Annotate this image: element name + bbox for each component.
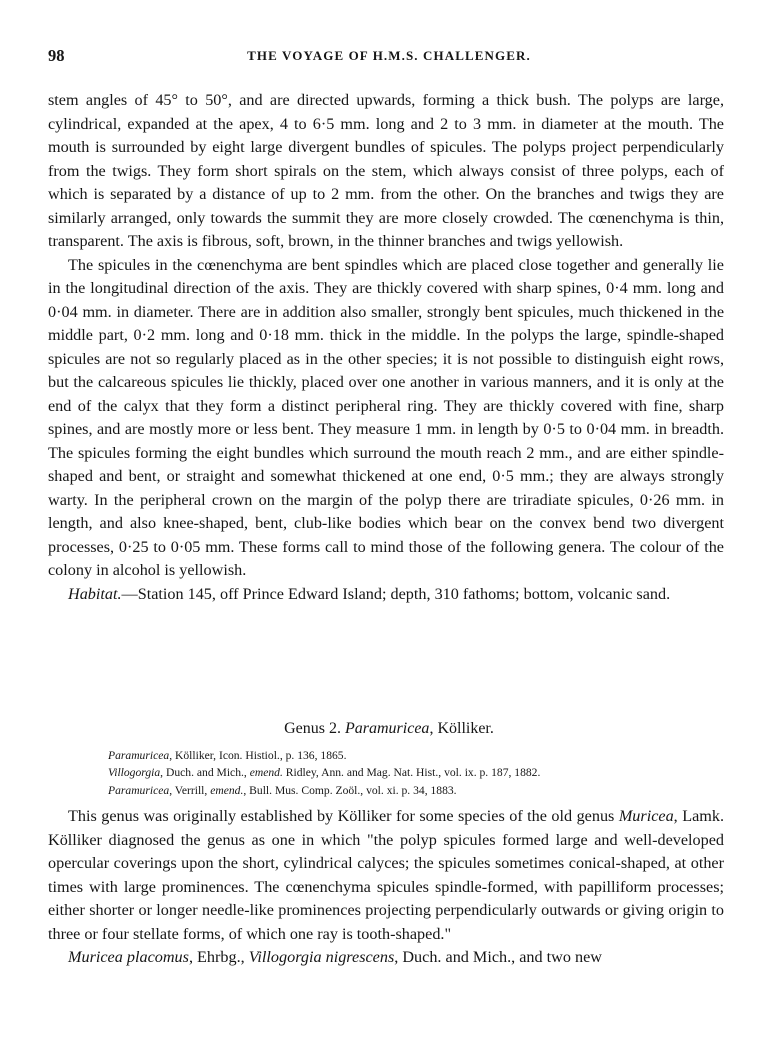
reference-text: , Duch. and Mich., [160,766,250,780]
running-title: THE VOYAGE OF H.M.S. CHALLENGER. [247,48,531,63]
body-text-top [48,89,724,606]
paragraph-spicules: The spicules in the cœnenchyma are bent spindles which are placed close together and generally lie in the longitudinal direction of the axis. They are thickly covered with sharp spines, 0·4 mm. long and 0·04 mm. in diameter. There are in addition also smaller, strongly bent spicules, much thickened in the middle part, 0·2 mm. long and 0·18 mm. thick in the middle. In the polyps the large, spindle-shaped spicules are not so regularly placed as in the other species; it is not possible to distinguish eight rows, but the calcareous spicules lie thickly, placed over one another in various manners, and it is only at the end of the calyx that they form a distinct peripheral ring. They are thickly covered with fine, sharp spines, and are mostly more or less bent. They measure 1 mm. in length by 0·5 to 0·04 mm. in breadth. The spicules forming the eight bundles which surround the mouth reach 2 mm., and are either spindle-shaped and bent, or straight and somewhat thickened at one end, 0·5 mm.; they are always strongly warty. In the peripheral crown on the margin of the polyp there are triradiate spicules, 0·26 mm. in length, and also knee-shaped, bent, club-like bodies which bear on the convex bend two divergent processes, 0·25 to 0·05 mm. These forms call to mind those of the following genera. The colour of the colony in alcohol is yellowish. [48,255,724,579]
habitat-label: Habitat. [68,584,122,603]
reference-line [108,764,728,781]
history-text: , Lamk. Kölliker diagnosed the genus as one in which "the polyp spicules formed large and well-developed opercular coverings upon the short, cylindrical calyces; the spicules sometimes conical-shaped, at other times with large prominences. The cœnenchyma spicules spindle-formed, with papilliform processes; either shorter or longer needle-like prominences projecting perpendicularly outwards or giving origin to three or four stellate forms, of which one ray is tooth-shaped." [48,807,724,943]
genus-prefix: Genus 2. [284,720,345,737]
paragraph-genus-history [48,805,724,946]
history-genus: Muricea [618,807,674,825]
reference-qualifier: emend. [249,766,283,780]
history-lead: This genus was originally established by Kölliker for some species of the old genus [68,807,619,825]
reference-tail: , Bull. Mus. Comp. Zoöl., vol. xi. p. 34, 1883. [243,783,457,797]
reference-tail: Ridley, Ann. and Mag. Nat. Hist., vol. ix. p. 187, 1882. [282,766,541,780]
reference-taxon: Paramuricea [108,749,170,762]
reference-qualifier: emend. [210,783,244,797]
reference-text: , Verrill, [169,783,211,797]
species-villogorgia: Villogorgia nigrescens [248,948,395,966]
reference-line [108,782,728,799]
species-author: , Ehrbg., [188,948,249,966]
paragraph-habitat [48,583,724,607]
species-text: , Duch. and Mich., and two new [394,948,602,966]
body-text-bottom [48,805,724,970]
genus-author: , Kölliker. [429,720,494,737]
running-head [48,46,730,66]
paragraph-polyps: stem angles of 45° to 50°, and are directed upwards, forming a thick bush. The polyps are large, cylindrical, expanded at the apex, 4 to 6·5 mm. long and 2 to 3 mm. in diameter at the mouth. The mouth is surrounded by eight large divergent bundles of spicules. The polyps project perpendicularly from the twigs. They form short spirals on the stem, which always consist of three polyps, each of which is separated by a distance of up to 2 mm. from the other. On the branches and twigs they are similarly arranged, only towards the summit they are more closely crowded. The cœnenchyma is thin, transparent. The axis is fibrous, soft, brown, in the thinner branches and twigs yellowish. [48,91,724,250]
page-number: 98 [48,46,65,65]
reference-taxon: Paramuricea [108,783,170,797]
reference-line [108,747,728,764]
synonymy-references [108,747,728,799]
genus-name: Paramuricea [345,720,430,737]
reference-taxon: Villogorgia [108,766,161,780]
habitat-text: —Station 145, off Prince Edward Island; depth, 310 fathoms; bottom, volcanic sand. [121,584,671,603]
genus-heading [48,720,730,738]
species-muricea: Muricea placomus [68,948,189,966]
reference-text: , Kölliker, Icon. Histiol., p. 136, 1865. [169,749,347,762]
paragraph-species [48,946,724,970]
